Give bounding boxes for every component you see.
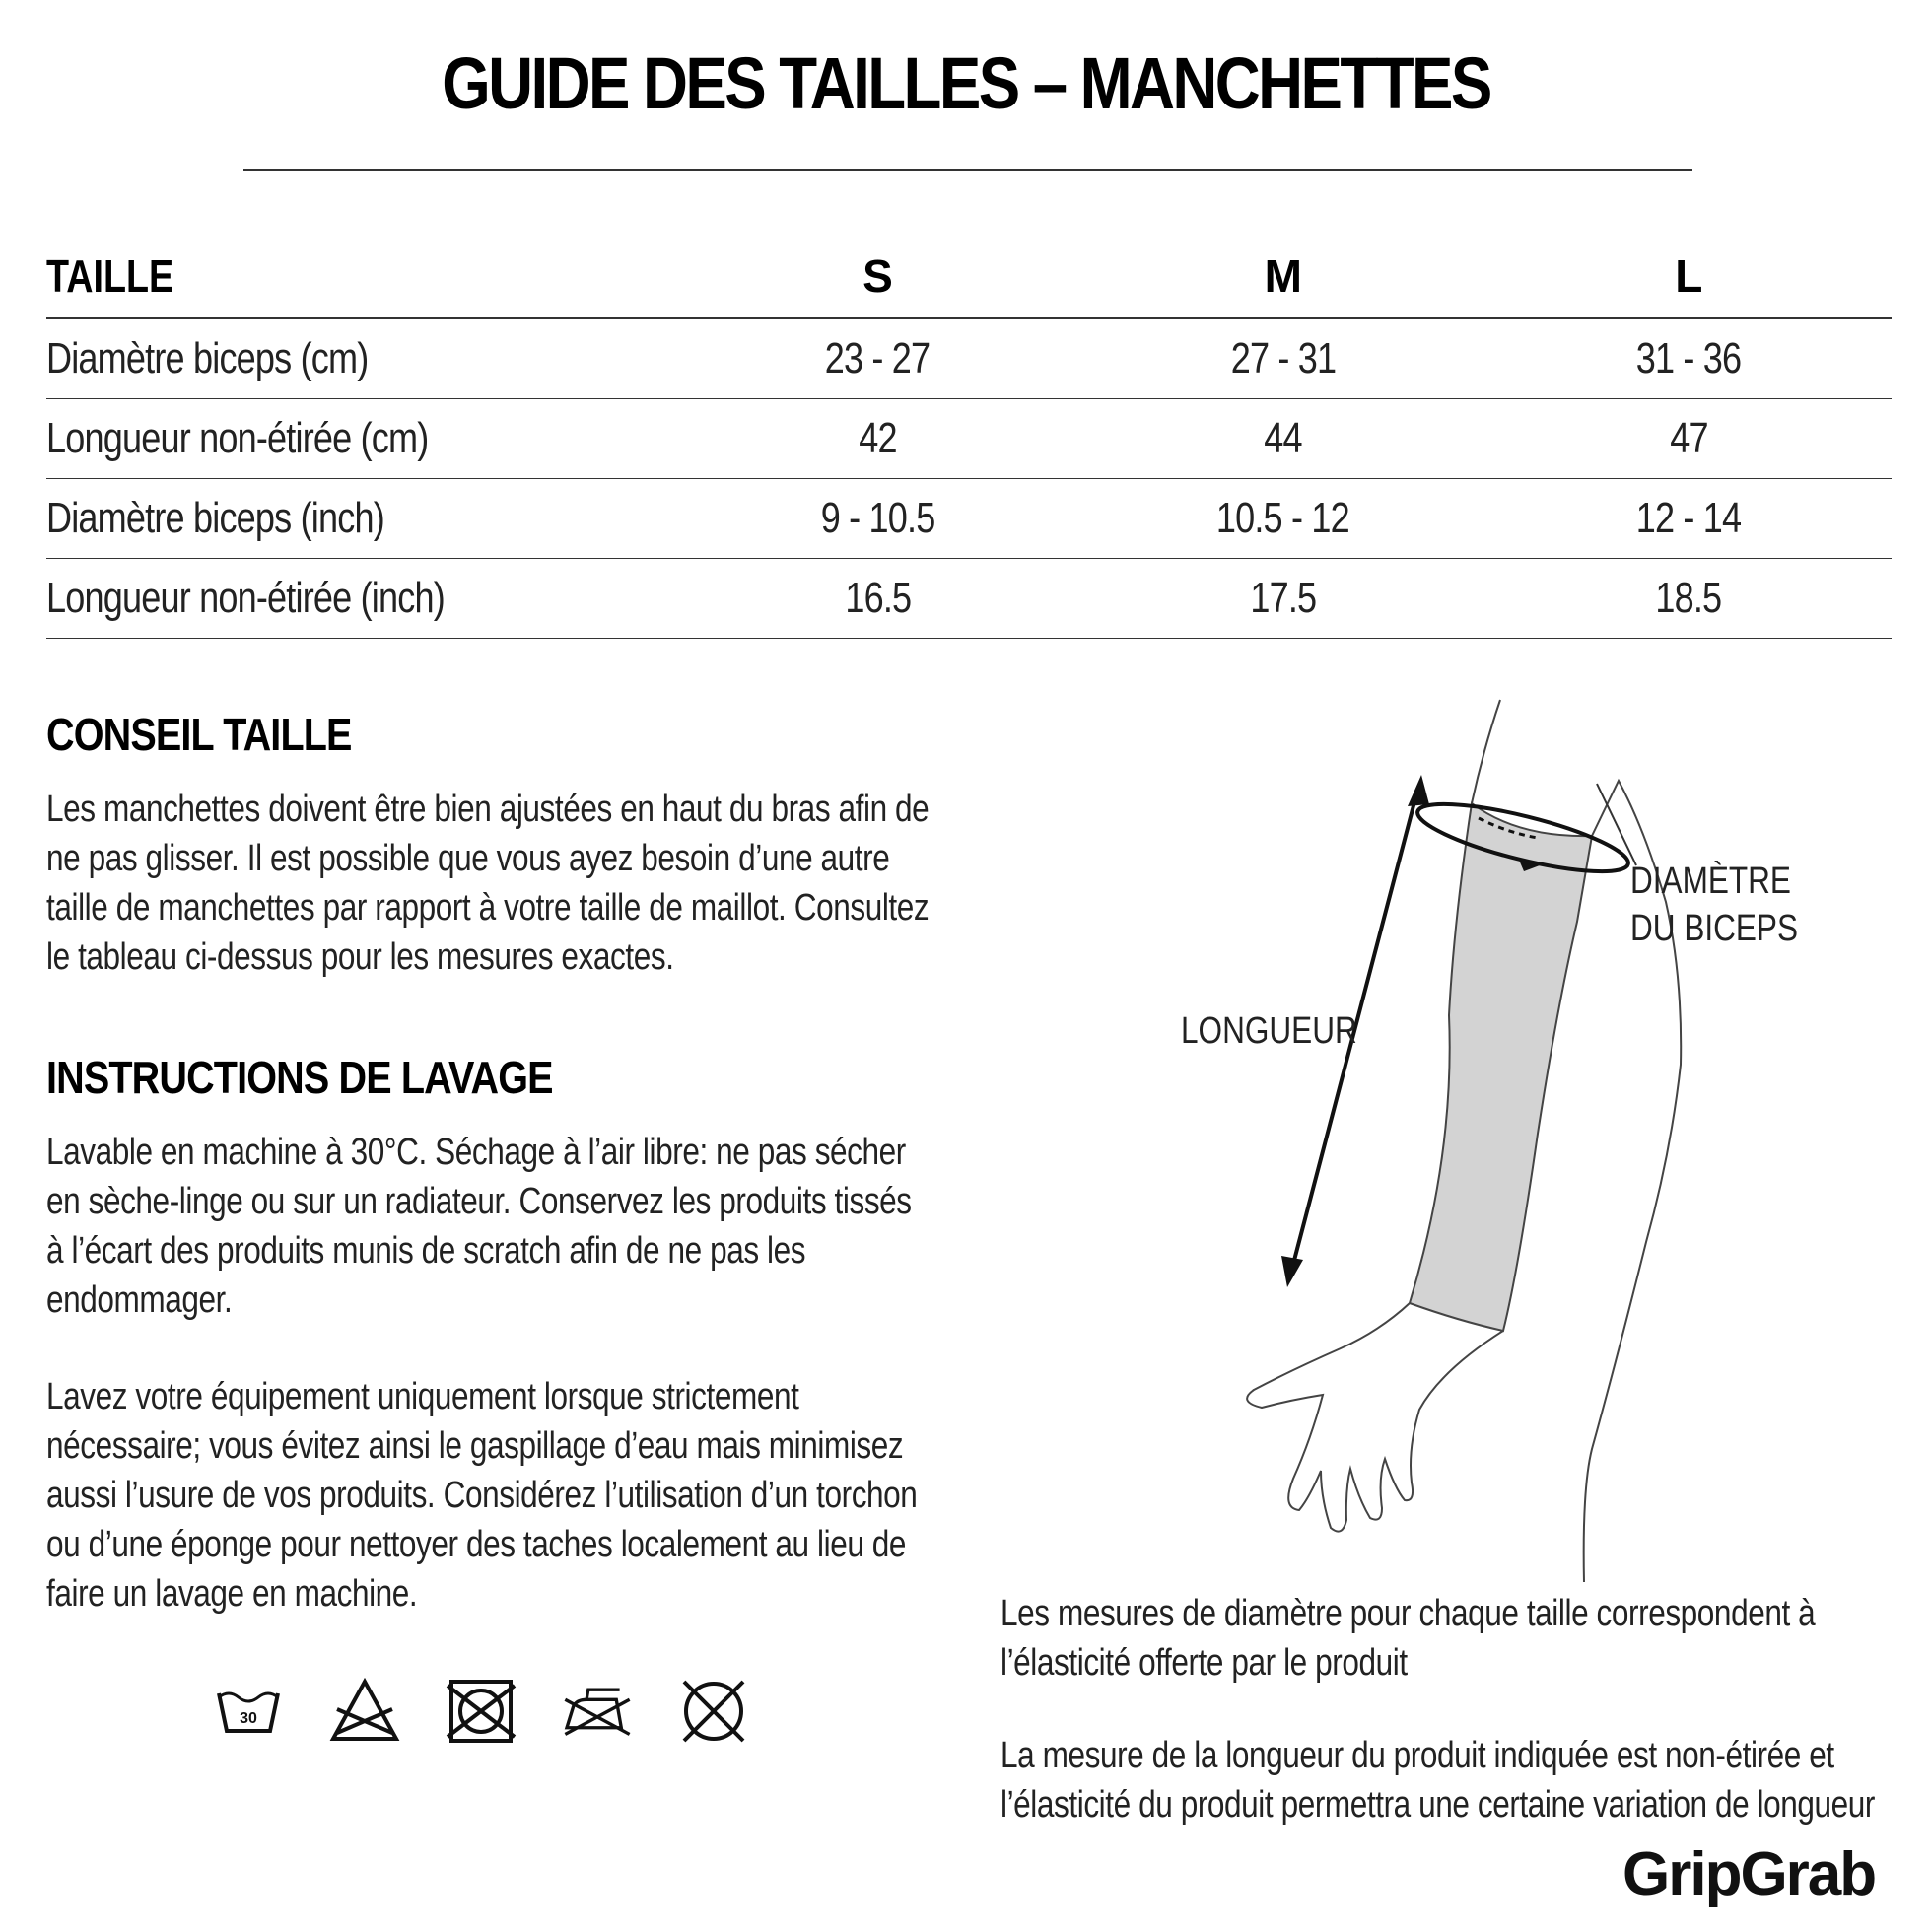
- no-bleach-icon: [329, 1676, 400, 1747]
- table-row: [46, 559, 1892, 639]
- header-size-l: L: [1675, 250, 1703, 302]
- row-label: Diamètre biceps (cm): [46, 334, 369, 382]
- table-header-row: [46, 235, 1892, 318]
- sleeve-shape: [1410, 803, 1592, 1331]
- table-cell: 10.5 - 12: [1216, 494, 1350, 542]
- table-row: [46, 479, 1892, 559]
- conseil-heading: CONSEIL TAILLE: [46, 709, 352, 760]
- table-row: [46, 318, 1892, 399]
- gripgrab-logo: GripGrab: [1622, 1840, 1876, 1908]
- diametre-label-line1: DIAMÈTRE: [1630, 861, 1791, 902]
- table-row: [46, 399, 1892, 479]
- table-cell: 18.5: [1655, 574, 1722, 622]
- length-arrowhead-top: [1408, 775, 1429, 806]
- table-cell: 16.5: [844, 574, 911, 622]
- note-longueur: La mesure de la longueur du produit indiquée est non-étirée et l’élasticité du produit permettra une certaine variation de longueur: [1000, 1735, 1875, 1826]
- table-cell: 9 - 10.5: [820, 494, 935, 542]
- length-arrowhead-bottom: [1281, 1256, 1303, 1287]
- svg-text:30: 30: [240, 1710, 257, 1727]
- lavage-text-1: Lavable en machine à 30°C. Séchage à l’air libre: ne pas sécher en sèche-linge ou sur un radiateur. Conservez les produits tissés à l’écart des produits munis de scratch afin de ne pas les endommager.: [46, 1132, 912, 1321]
- longueur-label: LONGUEUR: [1181, 1010, 1357, 1052]
- table-cell: 23 - 27: [825, 334, 931, 382]
- table-cell: 42: [859, 414, 897, 462]
- diametre-label-line2: DU BICEPS: [1630, 908, 1799, 949]
- note-diametre: Les mesures de diamètre pour chaque taille correspondent à l’élasticité offerte par le produit: [1000, 1593, 1816, 1684]
- conseil-text: Les manchettes doivent être bien ajustées en haut du bras afin de ne pas glisser. Il est possible que vous ayez besoin d’une autre taille de manchettes par rapport à votre taille de maillot. Consultez le tableau ci-dessus pour les mesures exactes.: [46, 789, 930, 978]
- table-cell: 17.5: [1250, 574, 1317, 622]
- header-size-s: S: [862, 250, 893, 302]
- row-label: Diamètre biceps (inch): [46, 494, 384, 542]
- size-table: [46, 235, 1892, 639]
- table-cell: 44: [1264, 414, 1303, 462]
- header-size-m: M: [1264, 250, 1302, 302]
- arm-diagram: [1183, 690, 1814, 1597]
- hand-outline: [1247, 1303, 1503, 1532]
- header-taille: TAILLE: [46, 250, 174, 302]
- diametre-pointer-line: [1597, 784, 1636, 865]
- no-dry-clean-icon: [678, 1676, 749, 1747]
- row-label: Longueur non-étirée (inch): [46, 574, 445, 622]
- wash-30-icon: [213, 1676, 284, 1747]
- page-title: GUIDE DES TAILLES – MANCHETTES: [442, 42, 1490, 124]
- table-cell: 12 - 14: [1635, 494, 1742, 542]
- table-cell: 27 - 31: [1230, 334, 1337, 382]
- care-icons: [213, 1676, 749, 1747]
- table-cell: 47: [1670, 414, 1708, 462]
- lavage-text-2: Lavez votre équipement uniquement lorsque strictement nécessaire; vous évitez ainsi le gaspillage d’eau mais minimisez aussi l’usure de vos produits. Considérez l’utilisation d’un torchon ou d’une éponge pour nettoyer des taches localement au lieu de faire un lavage en machine.: [46, 1376, 918, 1615]
- table-cell: 31 - 36: [1635, 334, 1742, 382]
- title-divider: [243, 169, 1692, 171]
- row-label: Longueur non-étirée (cm): [46, 414, 429, 462]
- no-iron-icon: [562, 1676, 633, 1747]
- lavage-heading: INSTRUCTIONS DE LAVAGE: [46, 1052, 553, 1103]
- no-tumble-dry-icon: [446, 1676, 517, 1747]
